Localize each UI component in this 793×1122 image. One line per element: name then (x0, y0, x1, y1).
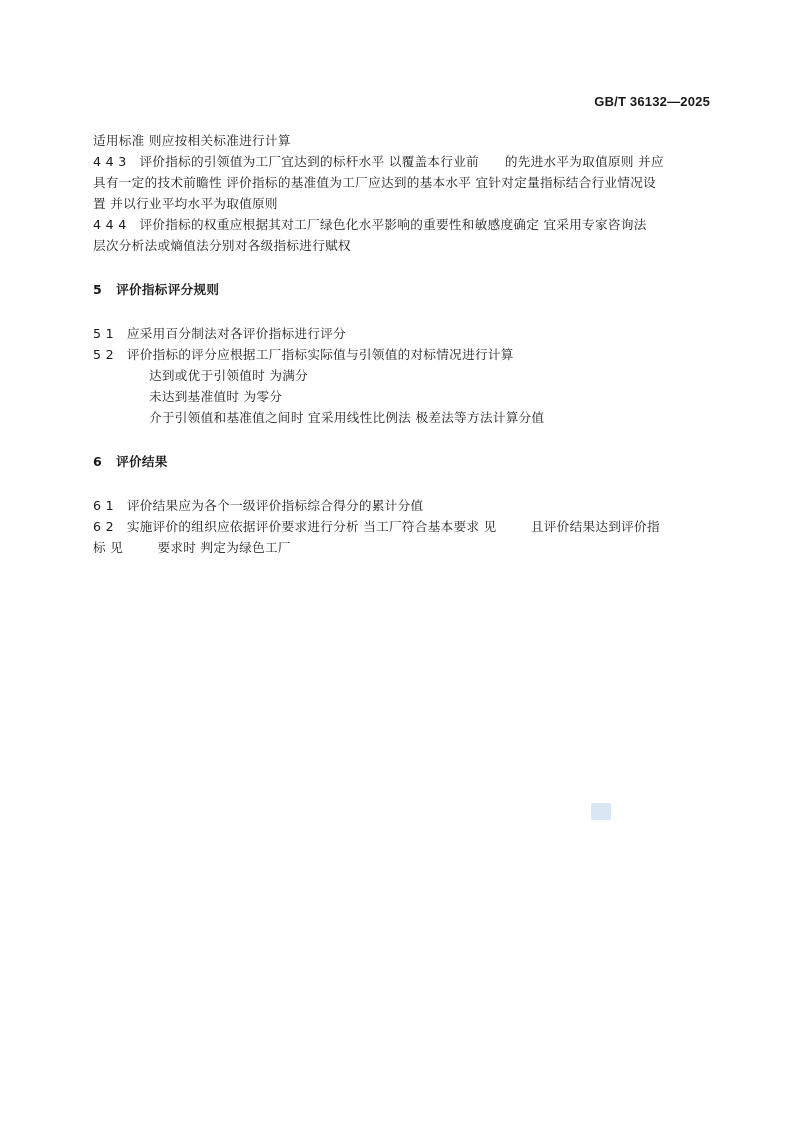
clause-5-2: 5 2 评价指标的评分应根据工厂指标实际值与引领值的对标情况进行计算 (93, 347, 514, 362)
list-item: 介于引领值和基准值之间时 宜采用线性比例法 极差法等方法计算分值 (149, 410, 545, 425)
text-line: 层次分析法或熵值法分别对各级指标进行赋权 (93, 238, 351, 253)
text-line: 标 见 要求时 判定为绿色工厂 (93, 540, 291, 555)
standard-code: GB/T 36132—2025 (594, 94, 710, 109)
clause-4-4-3: 4 4 3 评价指标的引领值为工厂宜达到的标杆水平 以覆盖本行业前 的先进水平为取值原则 并应 (93, 154, 664, 169)
document-body (93, 130, 713, 558)
section-5-title: 5 评价指标评分规则 (93, 282, 220, 297)
text-line: 具有一定的技术前瞻性 评价指标的基准值为工厂应达到的基本水平 宜针对定量指标结合行业情况设 (93, 175, 657, 190)
list-item: 达到或优于引领值时 为满分 (149, 368, 309, 383)
section-6-title: 6 评价结果 (93, 454, 168, 469)
watermark-stamp (591, 803, 611, 820)
clause-6-2: 6 2 实施评价的组织应依据评价要求进行分析 当工厂符合基本要求 见 且评价结果达到评价指 (93, 519, 660, 534)
clause-6-1: 6 1 评价结果应为各个一级评价指标综合得分的累计分值 (93, 498, 424, 513)
text-line: 置 并以行业平均水平为取值原则 (93, 196, 278, 211)
clause-5-1: 5 1 应采用百分制法对各评价指标进行评分 (93, 326, 347, 341)
text-line: 适用标准 则应按相关标准进行计算 (93, 133, 291, 148)
list-item: 未达到基准值时 为零分 (149, 389, 283, 404)
clause-4-4-4: 4 4 4 评价指标的权重应根据其对工厂绿色化水平影响的重要性和敏感度确定 宜采用专家咨询法 (93, 217, 647, 232)
